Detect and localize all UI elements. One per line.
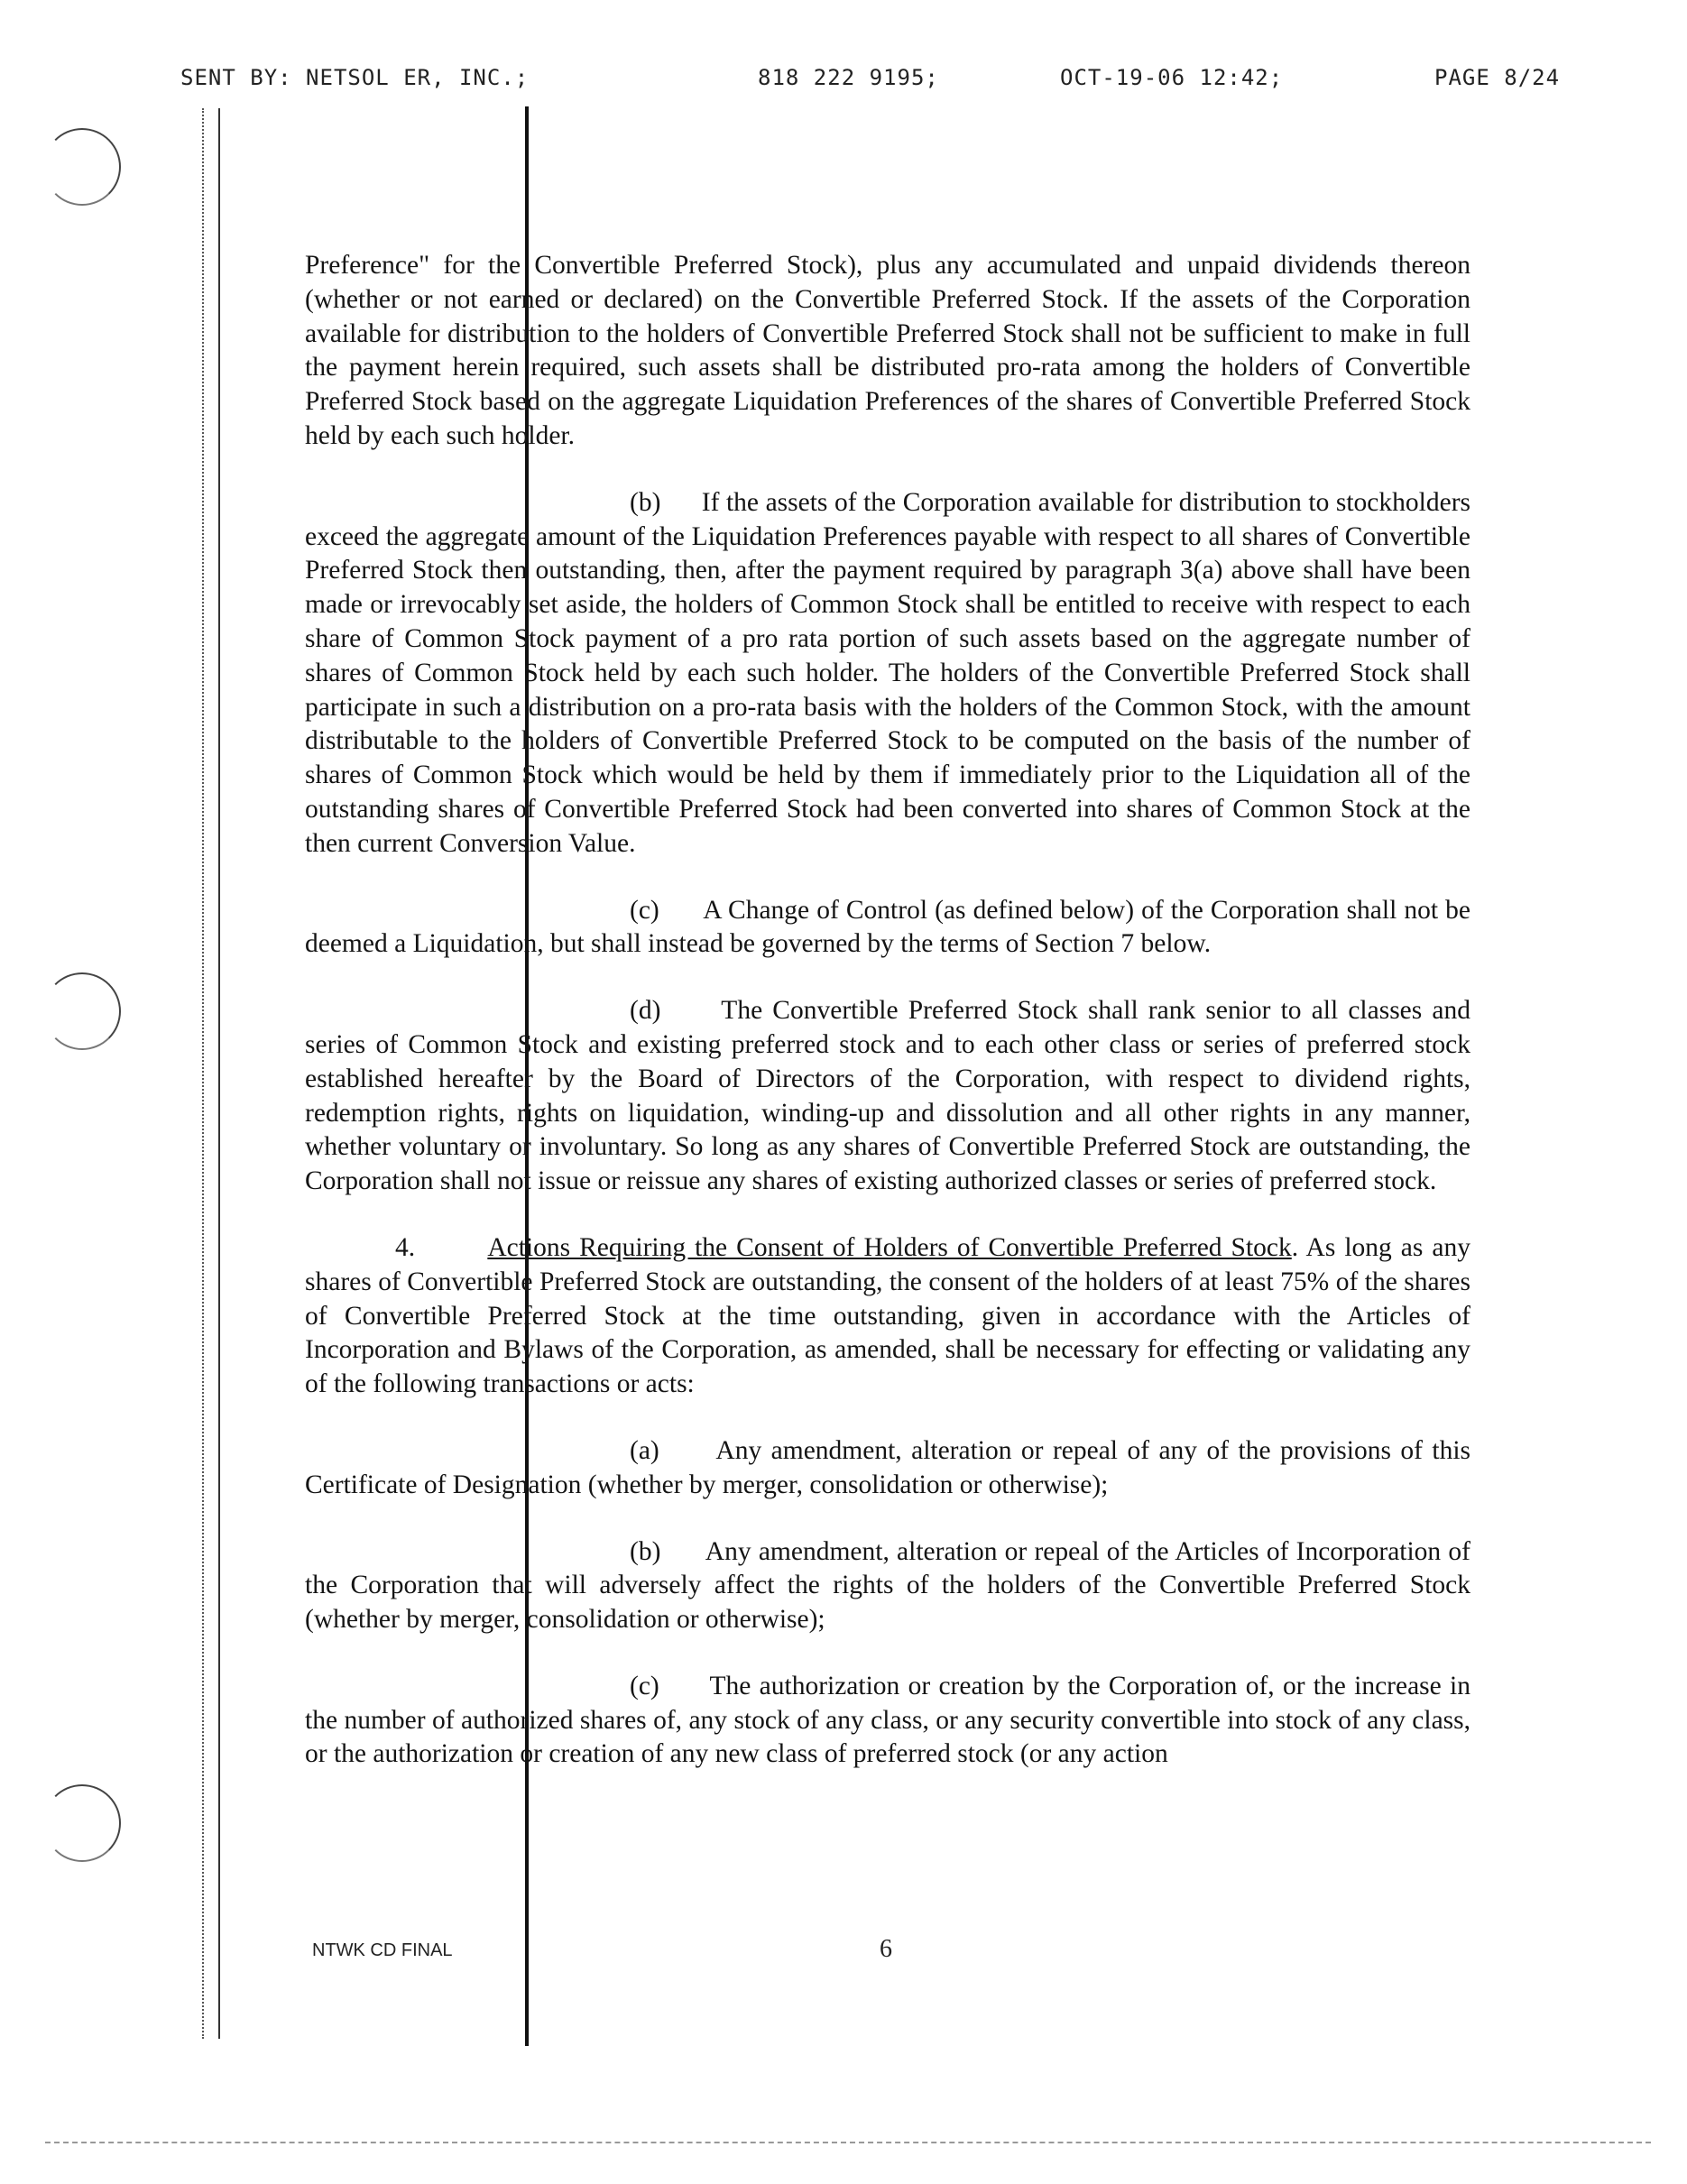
paragraph-label: (c) (630, 1671, 659, 1700)
paragraph-3d (305, 994, 1470, 1199)
punch-hole-middle (43, 972, 121, 1050)
page-number: 6 (880, 1935, 892, 1963)
paragraph-4a (305, 1434, 1470, 1503)
punch-hole-top (43, 128, 121, 206)
section-number: 4. (395, 1232, 416, 1262)
document-body (305, 249, 1470, 1772)
section-4 (305, 1231, 1470, 1402)
paragraph-4b (305, 1535, 1470, 1637)
fax-sender: SENT BY: NETSOL ER, INC.; (180, 65, 530, 90)
scan-edge-dotted-line (202, 108, 204, 2039)
paragraph-label: (a) (630, 1435, 659, 1465)
paragraph-label: (b) (630, 487, 661, 517)
paragraph-text: A Change of Control (as defined below) of the Corporation shall not be deemed a Liquidation, but shall instead be governed by the terms of Section 7 below. (305, 895, 1470, 959)
paragraph-text: If the assets of the Corporation available for distribution to stockholders exceed the aggregate amount of the Liquidation Preferences payable with respect to all shares of Convertible Preferred Stock then outstanding, then, after the payment required by paragraph 3(a) above shall have been made or irrevocably set aside, the holders of Common Stock shall be entitled to receive with respect to each share of Common Stock payment of a pro rata portion of such assets based on the aggregate number of shares of Common Stock held by each such holder. The holders of the Convertible Preferred Stock shall participate in such a distribution on a pro-rata basis with the holders of the Common Stock, with the amount distributable to the holders of Convertible Preferred Stock to be computed on the basis of the number of shares of Common Stock which would be held by them if immediately prior to the Liquidation all of the outstanding shares of Convertible Preferred Stock had been converted into shares of Common Stock at the then current Conversion Value. (305, 487, 1470, 858)
fax-datetime: OCT-19-06 12:42; (1060, 65, 1284, 90)
paragraph-text: Any amendment, alteration or repeal of any of the provisions of this Certificate of Designation (whether by merger, consolidation or otherwise); (305, 1435, 1471, 1499)
scan-edge-solid-line (218, 108, 220, 2039)
paragraph-label: (b) (630, 1536, 661, 1566)
fax-page-count: PAGE 8/24 (1434, 65, 1561, 90)
liquidation-paragraph-continued: Preference" for the Convertible Preferred Stock), plus any accumulated and unpaid dividends thereon (whether or not earned or declared) on the Convertible Preferred Stock. If the assets of the Corporation available for distribution to the holders of Convertible Preferred Stock shall not be sufficient to make in full the payment herein required, such assets shall be distributed pro-rata among the holders of Convertible Preferred Stock based on the aggregate Liquidation Preferences of the shares of Convertible Preferred Stock held by each such holder. (305, 251, 1470, 450)
paragraph-label: (d) (630, 996, 661, 1026)
section-title: Actions Requiring the Consent of Holders of Convertible Preferred Stock (487, 1232, 1292, 1262)
punch-hole-bottom (43, 1784, 121, 1862)
paragraph-text: The Convertible Preferred Stock shall rank senior to all classes and series of Common Stock and existing preferred stock and to each other class or series of preferred stock established hereafter by the Board of Directors of the Corporation, with respect to dividend rights, redemption rights, rights on liquidation, winding-up and dissolution and all other rights in any manner, whether voluntary or involuntary. So long as any shares of Convertible Preferred Stock are outstanding, the Corporation shall not issue or reissue any shares of existing authorized classes or series of preferred stock. (305, 996, 1470, 1196)
paragraph-3b (305, 486, 1470, 862)
document-code: NTWK CD FINAL (312, 1940, 453, 1960)
paragraph-label: (c) (630, 895, 659, 925)
fax-header (180, 65, 1561, 101)
fax-phone: 818 222 9195; (758, 65, 939, 90)
paragraph-3c (305, 894, 1470, 963)
paragraph-text: Any amendment, alteration or repeal of the Articles of Incorporation of the Corporation that will adversely affect the rights of the holders of the Convertible Preferred Stock (whether by merger, consolidation or otherwise); (305, 1536, 1470, 1635)
paragraph-text: The authorization or creation by the Corporation of, or the increase in the number of authorized shares of, any stock of any class, or any security convertible into stock of any class, or the authorization or creation of any new class of preferred stock (or any action (305, 1671, 1470, 1769)
section-text: . As long as any shares of Convertible Preferred Stock are outstanding, the consent of the holders of at least 75% of the shares of Convertible Preferred Stock at the time outstanding, given in accordance with the Articles of Incorporation and Bylaws of the Corporation, as amended, shall be necessary for effecting or validating any of the following transactions or acts: (305, 1232, 1470, 1399)
scan-bottom-edge (45, 2142, 1651, 2143)
paragraph-4c (305, 1670, 1470, 1772)
